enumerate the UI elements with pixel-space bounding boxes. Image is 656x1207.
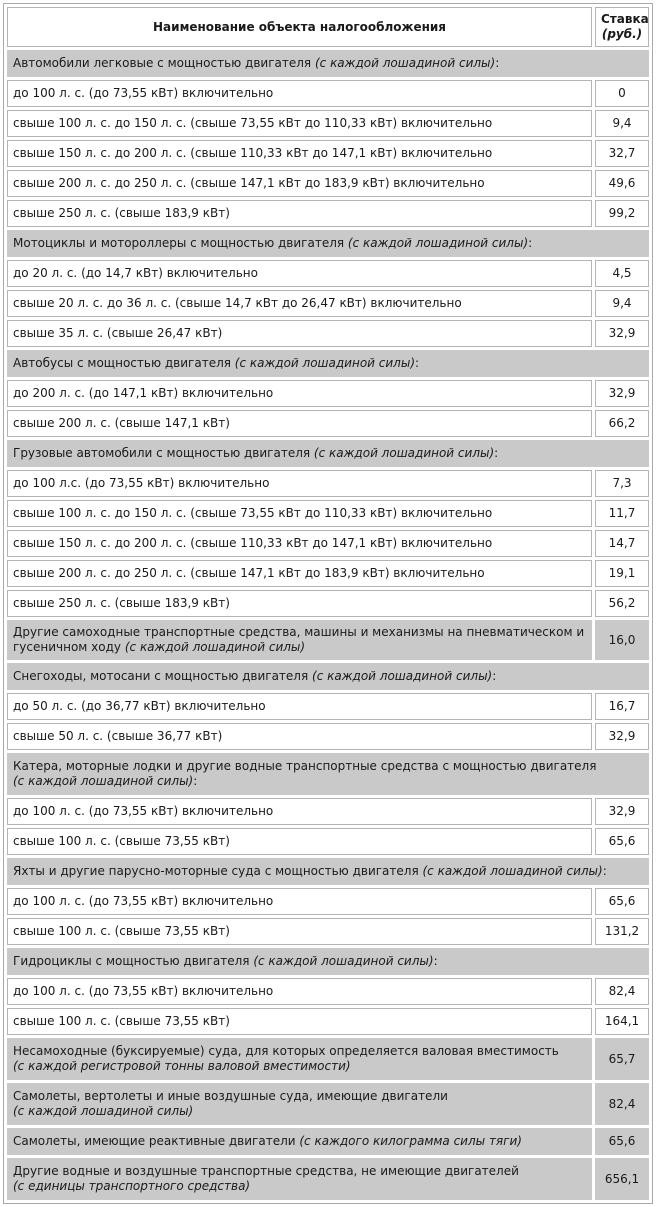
- object-name-cell: свыше 35 л. с. (свыше 26,47 кВт): [7, 320, 592, 347]
- rate-cell: 65,6: [595, 1128, 649, 1155]
- object-name-cell: до 100 л.с. (до 73,55 кВт) включительно: [7, 470, 592, 497]
- category-name-cell: [7, 440, 649, 467]
- category-name-cell: [7, 1128, 592, 1155]
- table-row: [7, 798, 649, 825]
- rate-cell: 656,1: [595, 1158, 649, 1200]
- category-colon: :: [528, 236, 533, 250]
- object-name-cell: свыше 150 л. с. до 200 л. с. (свыше 110,33 кВт до 147,1 кВт) включительно: [7, 140, 592, 167]
- category-colon: :: [415, 356, 420, 370]
- category-unit-note: (с каждой регистровой тонны валовой вместимости): [13, 1059, 351, 1073]
- rate-cell: 164,1: [595, 1008, 649, 1035]
- category-row: [7, 50, 649, 77]
- category-label: Мотоциклы и мотороллеры с мощностью двигателя: [13, 236, 348, 250]
- rate-cell: 4,5: [595, 260, 649, 287]
- rate-cell: 9,4: [595, 290, 649, 317]
- category-label: Другие самоходные транспортные средства, машины и механизмы на пневматическом и гусеничном ходу: [13, 625, 585, 654]
- table-row: [7, 170, 649, 197]
- rate-cell: 65,7: [595, 1038, 649, 1080]
- category-row: [7, 948, 649, 975]
- object-name-cell: до 100 л. с. (до 73,55 кВт) включительно: [7, 798, 592, 825]
- category-unit-note: (с каждого килограмма силы тяги): [299, 1134, 522, 1148]
- table-body: [7, 50, 649, 1200]
- rate-cell: 82,4: [595, 978, 649, 1005]
- object-name-cell: свыше 100 л. с. (свыше 73,55 кВт): [7, 918, 592, 945]
- category-label: Автобусы с мощностью двигателя: [13, 356, 235, 370]
- category-label: Гидроциклы с мощностью двигателя: [13, 954, 254, 968]
- rate-cell: 32,9: [595, 723, 649, 750]
- category-unit-note: (с каждой лошадиной силы): [253, 954, 434, 968]
- rate-cell: 56,2: [595, 590, 649, 617]
- rate-cell: 32,9: [595, 380, 649, 407]
- category-colon: :: [495, 56, 500, 70]
- category-name-cell: [7, 50, 649, 77]
- table-row: [7, 723, 649, 750]
- table-row: [7, 320, 649, 347]
- object-name-cell: свыше 100 л. с. (свыше 73,55 кВт): [7, 1008, 592, 1035]
- category-label: Самолеты, имеющие реактивные двигатели: [13, 1134, 300, 1148]
- object-name-cell: до 100 л. с. (до 73,55 кВт) включительно: [7, 978, 592, 1005]
- category-name-cell: [7, 663, 649, 690]
- category-unit-note: (с каждой лошадиной силы): [313, 446, 495, 460]
- rate-cell: 65,6: [595, 888, 649, 915]
- object-name-cell: свыше 100 л. с. до 150 л. с. (свыше 73,55 кВт до 110,33 кВт) включительно: [7, 500, 592, 527]
- table-row: [7, 200, 649, 227]
- table-row: [7, 500, 649, 527]
- category-unit-note: (с каждой лошадиной силы): [234, 356, 416, 370]
- rate-cell: 131,2: [595, 918, 649, 945]
- table-row: [7, 80, 649, 107]
- object-name-cell: свыше 250 л. с. (свыше 183,9 кВт): [7, 590, 592, 617]
- table-row: [7, 380, 649, 407]
- rate-cell: 49,6: [595, 170, 649, 197]
- category-label: Самолеты, вертолеты и иные воздушные суда, имеющие двигатели: [13, 1089, 448, 1103]
- table-row: [7, 530, 649, 557]
- category-label: Катера, моторные лодки и другие водные транспортные средства с мощностью двигателя: [13, 759, 597, 773]
- category-label: Автомобили легковые с мощностью двигателя: [13, 56, 315, 70]
- object-name-cell: свыше 200 л. с. до 250 л. с. (свыше 147,1 кВт до 183,9 кВт) включительно: [7, 170, 592, 197]
- category-unit-note: (с каждой лошадиной силы): [13, 774, 194, 788]
- table-row: [7, 410, 649, 437]
- category-unit-note: (с каждой лошадиной силы): [314, 56, 496, 70]
- table-row: [7, 918, 649, 945]
- table-row: [7, 888, 649, 915]
- column-header-rate: [595, 7, 649, 47]
- table-row: [7, 693, 649, 720]
- rate-header-unit: (руб.): [601, 27, 643, 41]
- table-row: [7, 978, 649, 1005]
- object-name-cell: свыше 100 л. с. (свыше 73,55 кВт): [7, 828, 592, 855]
- category-name-cell: [7, 230, 649, 257]
- rate-cell: 99,2: [595, 200, 649, 227]
- table-row: [7, 110, 649, 137]
- category-unit-note: (с каждой лошадиной силы): [124, 640, 306, 654]
- table-row: [7, 1008, 649, 1035]
- category-colon: :: [492, 669, 497, 683]
- category-row: [7, 620, 649, 660]
- rate-cell: 0: [595, 80, 649, 107]
- rate-cell: 14,7: [595, 530, 649, 557]
- category-name-cell: [7, 1038, 592, 1080]
- category-colon: :: [602, 864, 607, 878]
- category-label: Другие водные и воздушные транспортные средства, не имеющие двигателей: [13, 1164, 519, 1178]
- object-name-cell: свыше 200 л. с. до 250 л. с. (свыше 147,1 кВт до 183,9 кВт) включительно: [7, 560, 592, 587]
- object-name-cell: до 100 л. с. (до 73,55 кВт) включительно: [7, 888, 592, 915]
- rate-cell: 16,7: [595, 693, 649, 720]
- category-row: [7, 230, 649, 257]
- category-label: Грузовые автомобили с мощностью двигателя: [13, 446, 314, 460]
- category-name-cell: [7, 620, 592, 660]
- category-name-cell: [7, 858, 649, 885]
- category-row: [7, 663, 649, 690]
- category-row: [7, 1158, 649, 1200]
- category-row: [7, 858, 649, 885]
- category-label: Снегоходы, мотосани с мощностью двигателя: [13, 669, 313, 683]
- rate-cell: 11,7: [595, 500, 649, 527]
- column-header-name: Наименование объекта налогообложения: [7, 7, 592, 47]
- category-name-cell: [7, 1158, 592, 1200]
- category-row: [7, 1083, 649, 1125]
- rate-cell: 9,4: [595, 110, 649, 137]
- category-unit-note: (с единицы транспортного средства): [13, 1179, 251, 1193]
- rate-cell: 32,9: [595, 798, 649, 825]
- table-row: [7, 470, 649, 497]
- category-name-cell: [7, 753, 649, 795]
- rate-cell: 82,4: [595, 1083, 649, 1125]
- category-unit-note: (с каждой лошадиной силы): [422, 864, 603, 878]
- category-unit-note: (с каждой лошадиной силы): [13, 1104, 194, 1118]
- rate-cell: 32,9: [595, 320, 649, 347]
- object-name-cell: свыше 250 л. с. (свыше 183,9 кВт): [7, 200, 592, 227]
- category-row: [7, 1038, 649, 1080]
- table-row: [7, 140, 649, 167]
- category-unit-note: (с каждой лошадиной силы): [312, 669, 493, 683]
- table-row: [7, 260, 649, 287]
- rate-header-label: Ставка: [601, 12, 649, 26]
- object-name-cell: свыше 200 л. с. (свыше 147,1 кВт): [7, 410, 592, 437]
- object-name-cell: свыше 20 л. с. до 36 л. с. (свыше 14,7 кВт до 26,47 кВт) включительно: [7, 290, 592, 317]
- rate-cell: 16,0: [595, 620, 649, 660]
- category-name-cell: [7, 1083, 592, 1125]
- category-unit-note: (с каждой лошадиной силы): [347, 236, 529, 250]
- rate-cell: 7,3: [595, 470, 649, 497]
- category-colon: :: [193, 774, 198, 788]
- category-name-cell: [7, 350, 649, 377]
- object-name-cell: свыше 150 л. с. до 200 л. с. (свыше 110,33 кВт до 147,1 кВт) включительно: [7, 530, 592, 557]
- header-row: [7, 7, 649, 47]
- object-name-cell: до 100 л. с. (до 73,55 кВт) включительно: [7, 80, 592, 107]
- rate-cell: 32,7: [595, 140, 649, 167]
- table-row: [7, 590, 649, 617]
- category-name-cell: [7, 948, 649, 975]
- category-colon: :: [433, 954, 438, 968]
- category-label: Яхты и другие парусно-моторные суда с мощностью двигателя: [13, 864, 423, 878]
- category-row: [7, 440, 649, 467]
- table-row: [7, 828, 649, 855]
- tax-rate-table: [3, 3, 653, 1204]
- category-row: [7, 350, 649, 377]
- object-name-cell: до 200 л. с. (до 147,1 кВт) включительно: [7, 380, 592, 407]
- table-row: [7, 560, 649, 587]
- object-name-cell: до 20 л. с. (до 14,7 кВт) включительно: [7, 260, 592, 287]
- category-label: Несамоходные (буксируемые) суда, для которых определяется валовая вместимость: [13, 1044, 559, 1058]
- object-name-cell: до 50 л. с. (до 36,77 кВт) включительно: [7, 693, 592, 720]
- rate-cell: 19,1: [595, 560, 649, 587]
- category-row: [7, 753, 649, 795]
- rate-cell: 66,2: [595, 410, 649, 437]
- object-name-cell: свыше 100 л. с. до 150 л. с. (свыше 73,55 кВт до 110,33 кВт) включительно: [7, 110, 592, 137]
- category-row: [7, 1128, 649, 1155]
- object-name-cell: свыше 50 л. с. (свыше 36,77 кВт): [7, 723, 592, 750]
- table-row: [7, 290, 649, 317]
- rate-cell: 65,6: [595, 828, 649, 855]
- category-colon: :: [494, 446, 499, 460]
